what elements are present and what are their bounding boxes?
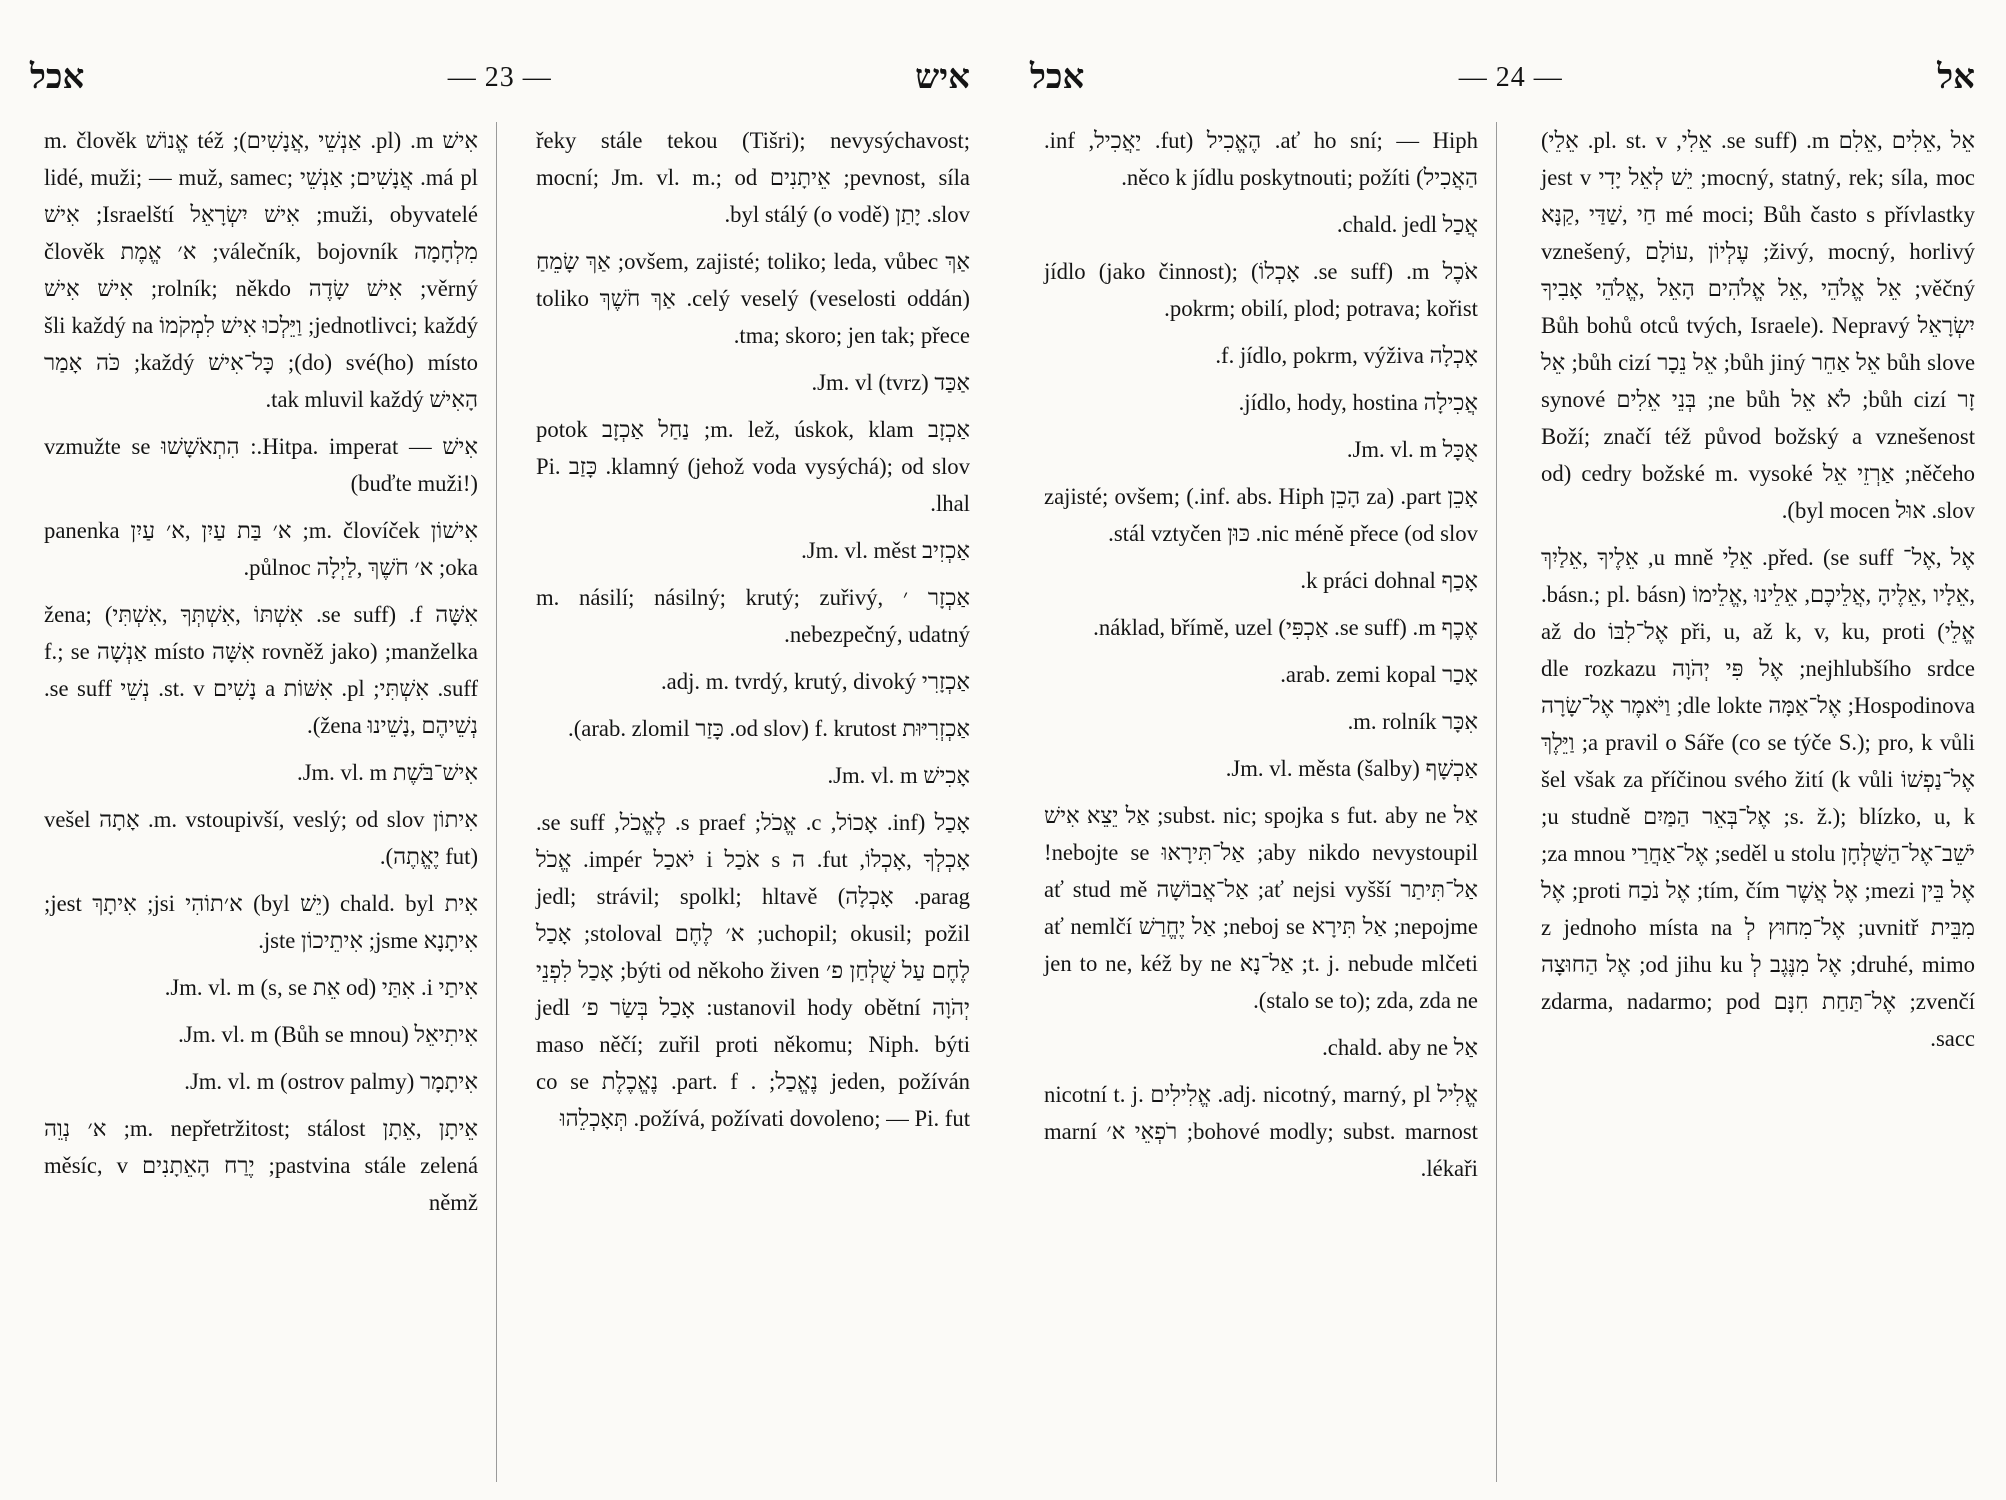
dictionary-entry: אָכֵן part. (za הָכֵן inf. abs. Hiph.) zajisté; ovšem; nic méně přece (od slov. כּוּן stál vztyčen.	[1044, 484, 1478, 546]
column-divider	[496, 122, 497, 1482]
dictionary-entry: אַל subst. nic; spojka s fut. aby ne; אַל יֵצֵא אִישׁ aby nikdo nevystoupil; אַל־תִּירָאוּ nebojte se! אַל־תִּיתַר ať nejsi vyšší; אַל־אֲבוֹשָׁה ať stud mě nepojme; אַל תִּירָא neboj se; אַל יֶחֱרַשׁ ať nemlčí t. j. nebude mlčeti; אַל־נָא jen to ne, kéž by ne (stalo se to); zda, zda ne.	[1044, 803, 1478, 1013]
dictionary-entry: אַכְזִיב Jm. vl. měst.	[801, 538, 970, 563]
page-number: — 24 —	[1458, 62, 1563, 93]
dictionary-entry: אַךְ ovšem, zajisté; toliko; leda, vůbec; אַךְ שָׂמֵחַ celý veselý (veselosti oddán). אַךְ חֹשֶׁךְ toliko tma; skoro; jen tak; přece.	[536, 249, 970, 348]
dictionary-entry: אִישׁוֹן m. človíček; א׳ בַּת עַיִן ,א׳ עַיִן panenka oka; א׳ חֹשֶׁךְ ,לַיְלָה půlnoc.	[44, 518, 478, 580]
dictionary-entry: אִיתָמָר (ostrov palmy) Jm. vl. m.	[184, 1069, 478, 1094]
page-header	[30, 48, 970, 108]
page-number: — 23 —	[447, 62, 552, 93]
dictionary-entry: אֹכֶל m. (se suff. אָכְלוֹ) jídlo (jako činnost); pokrm; obilí, plod; potrava; kořist.	[1044, 259, 1478, 321]
page-24	[1030, 0, 1975, 1500]
dictionary-entry: řeky stále tekou (Tišri); nevysýchavost; pevnost, síla; אֵיתָנִים mocní; Jm. vl. m.; od slov. יָתַן byl stálý (o vodě).	[536, 128, 970, 227]
dictionary-entry: אַכַּד (tvrz) Jm. vl.	[811, 370, 970, 395]
dictionary-entry: אַכְזָר ׳ m. násilí; násilný; krutý; zuřivý, nebezpečný, udatný.	[536, 585, 970, 647]
dictionary-entry: אִיתוֹן m. vstoupivší, veslý; od slov. אָתָה vešel (fut יֶאֱתֶה).	[44, 807, 478, 869]
dictionary-entry: אִשָּׁה f. (se suff. אִשְׁתּוֹ ,אִשְׁתְּךָ ,אִשְׁתִּי) žena; manželka; (rovněž jako אִשָּׁה místo אַנְשָׁה f.; se suff. אִשְׁתִּי; pl. אִשּׁוֹת a נָשִׁים st. v. נְשֵׁי se suff. נְשֵׁיהֶם ,נָשֵׁינוּ žena).	[44, 602, 478, 738]
column-right	[1527, 122, 1975, 1492]
dictionary-entry: אֻכָּל Jm. vl. m.	[1346, 437, 1478, 462]
header-left-word: אכל	[1030, 59, 1085, 96]
dictionary-entry: אַכְזָרִי adj. m. tvrdý, krutý, divoký.	[660, 669, 970, 694]
dictionary-entry: אָכַל (inf. אָכוֹל, c. אֱכֹל; s praef. לֶאֱכֹל, se suff. אָכְלְךָ ,אָכְלוֹ, fut. ה s אֹכַל i יֹאכַל impér. אֱכֹל parag. אָכְלָה) jedl; strávil; spolkl; hltavě uchopil; okusil; požil; א׳ לֶחֶם stoloval; אָכַל לֶחֶם עַל שֻׁלְחַן פ׳ býti od někoho živen; אָכַל לִפְנֵי יְהֹוָה ustanovil hody obětní: אָכַל בְּשַׂר פ׳ jedl maso něčí; zuřil proti někomu; Niph. býti jeden, požíván נֶאֱכַל; . part. f. נֶאֱכֶלֶת co se požívá, požívati dovoleno; — Pi. fut. תְּאָכְלֵהוּ	[536, 810, 970, 1131]
column-left	[522, 122, 970, 1492]
dictionary-entry: אֲכִילָה jídlo, hody, hostina.	[1238, 390, 1478, 415]
dictionary-entry: אֶל ,אֶל־ před. (se suff. אֵלַי u mně, אֵלֶיךָ ,אֵלַיִךְ ,אֵלָיו ,אֵלֶיהָ ,אֲלֵיכֶם, אֵלֵינוּ ,אֱלֵימוֹ (básn.; pl. básn. אֱלֵי) při, u, až k, v, ku, proti אֶל־לִבּוֹ až do nejhlubšího srdce; אֶל פִּי יְהֹוָה dle rozkazu Hospodinova; אֶל־אַמָּה dle lokte; וַיֹּאמֶר אֶל־שָׂרָה a pravil o Sáře (co se týče S.); pro, k vůli; וַיֵּלֶךְ אֶל־נַפְשׁוֹ šel však za příčinou svého žití (k vůli s. ž.); blízko, u, k; אֶל־בְּאֵר הַמַּיִם u studně; יֹשֵׁב־אֶל־הַשֻּׁלְחָן seděl u stolu; אֶל־אַחֲרַי za mnou; אֶל בֵּין mezi; אֶל אֲשֶׁר tím, čím; אֶל נֹכַח proti; אֶל מִבֵּית uvnitř; אֶל־מִחוּץ לְ z jednoho místa na druhé, mimo; אֶל מִנֶּגֶב לְ od jihu ku; אֶל הַחוּצָה zvenčí; אֶל־תַּחַת חִנָּם zdarma, nadarmo; pod sacc.	[1541, 545, 1975, 1051]
dictionary-entry: אָכַר arab. zemi kopal.	[1280, 662, 1478, 687]
dictionary-entry: אַכְזָב m. lež, úskok, klam; נַחַל אַכְזָב potok klamný (jehož voda vysýchá); od slov. כָּזַב Pi. lhal.	[536, 417, 970, 516]
column-divider	[1496, 122, 1497, 1482]
dictionary-entry: אָכְלָה f. jídlo, pokrm, výživa.	[1215, 343, 1478, 368]
dictionary-entry: ať ho sní; — Hiph. הֶאֱכִיל (fut. יַאֲכִיל, inf. הַאֲכִיל) něco k jídlu poskytnouti; požíti.	[1044, 128, 1478, 190]
page-23	[30, 0, 970, 1500]
header-right-word: אל	[1937, 59, 1975, 96]
dictionary-entry: אִכָּר m. rolník.	[1347, 709, 1478, 734]
dictionary-entry: אֱלִיל adj. nicotný, marný, pl. אֱלִילִים nicotní t. j. bohové modly; subst. marnost; רֹפְאֵי א׳ marní lékaři.	[1044, 1082, 1478, 1181]
dictionary-entry: אֵל ,אֵלִים ,אֵלִם m. (se suff. אֵלִי, pl. st. v. אֵלֵי) mocný, statný, rek; síla, moc; יֵשׁ לְאֵל יָדִי jest v mé moci; Bůh často s přívlastky חַי ,שַׁדַּי ,קַנָּא živý, mocný, horlivý; עֶלְיוֹן ,עוֹלָם vznešený, věčný; אֵל אֱלֹהֵי ,אֵל אֱלֹהִים הָאֵל ,אֱלֹהֵי אָבִיךָ יִשְׂרָאֵל Bůh bohů otců tvých, Israele). Nepravý bůh slove אֵל אַחֵר bůh jiný; אֵל נֵכָר bůh cizí; אֵל זָר bůh cizí; לֹא אֵל ne bůh; בְּנֵי אֵלִים synové Boží; značí též původ božský a vznešenost něčeho; אַרְזֵי אֵל cedry božské m. vysoké (od slov. אוּל byl mocen).	[1541, 128, 1975, 523]
dictionary-entry: אִישׁ־בֹּשֶׁת Jm. vl. m.	[297, 760, 478, 785]
dictionary-entry: אִיתַי i. אִתַּי (od אֵת s, se) Jm. vl. m.	[164, 975, 478, 1000]
dictionary-entry: אָכַף k práci dohnal.	[1300, 568, 1478, 593]
dictionary-entry: אֲכַל chald. jedl.	[1336, 212, 1478, 237]
dictionary-entry: אִיתִיאֵל (Bůh se mnou) Jm. vl. m.	[178, 1022, 478, 1047]
dictionary-entry: אֶכֶף m. (se suff. אַכְפִּי) náklad, břímě, uzel.	[1093, 615, 1478, 640]
dictionary-entry: אִית chald. byl (יֵשׁ byl) א׳תוֹהִי jsi; אִיתָךְ jest; אִיתָנָא jsme; אִיתֵיכוֹן jste.	[44, 891, 478, 953]
column-left	[1030, 122, 1478, 1492]
dictionary-entry: אִישׁ — Hitpa. imperat.: הִתְאֹשָׁשׁוּ vzmužte se (buďte muži!)	[44, 434, 478, 496]
header-left-word: אכל	[30, 59, 85, 96]
dictionary-entry: אָכִישׁ Jm. vl. m.	[827, 763, 970, 788]
dictionary-entry: אֵיתָן ,אֵתָן m. nepřetržitost; stálost; א׳ נְוֵה pastvina stále zelená; יֶרַח הָאֵתָנִים měsíc, v němž	[44, 1116, 478, 1215]
header-right-word: איש	[915, 59, 970, 96]
page-header	[1030, 48, 1975, 108]
dictionary-entry: אַכְזְרִיּוּת f. krutost (od slov. כָּזַר arab. zlomil).	[568, 716, 970, 741]
dictionary-entry: אַכְשָׁף (šalby) Jm. vl. města.	[1225, 756, 1478, 781]
dictionary-entry: אַל chald. aby ne.	[1322, 1035, 1478, 1060]
dictionary-entry: אִישׁ m. (pl. אַנְשֵׁי ,אֲנָשִׁים); též אֱנוֹשׁ m. člověk má pl. אֲנָשִׁים; אַנְשֵׁי lidé, muži; — muž, samec; muži, obyvatelé; אִישׁ יִשְׂרָאֵל Israelští; אִישׁ מִלְחָמָה válečník, bojovník; א׳ אֱמֶת člověk věrný; אִישׁ שָׂדֶה rolník; někdo; אִישׁ אִישׁ jednotlivci; každý; וַיֵּלְכוּ אִישׁ לִמְקֹמוֹ šli každý na (do) své(ho) místo; כָּל־אִישׁ každý; כֹּה אָמַר הָאִישׁ tak mluvil každý.	[44, 128, 478, 412]
column-right	[30, 122, 478, 1492]
